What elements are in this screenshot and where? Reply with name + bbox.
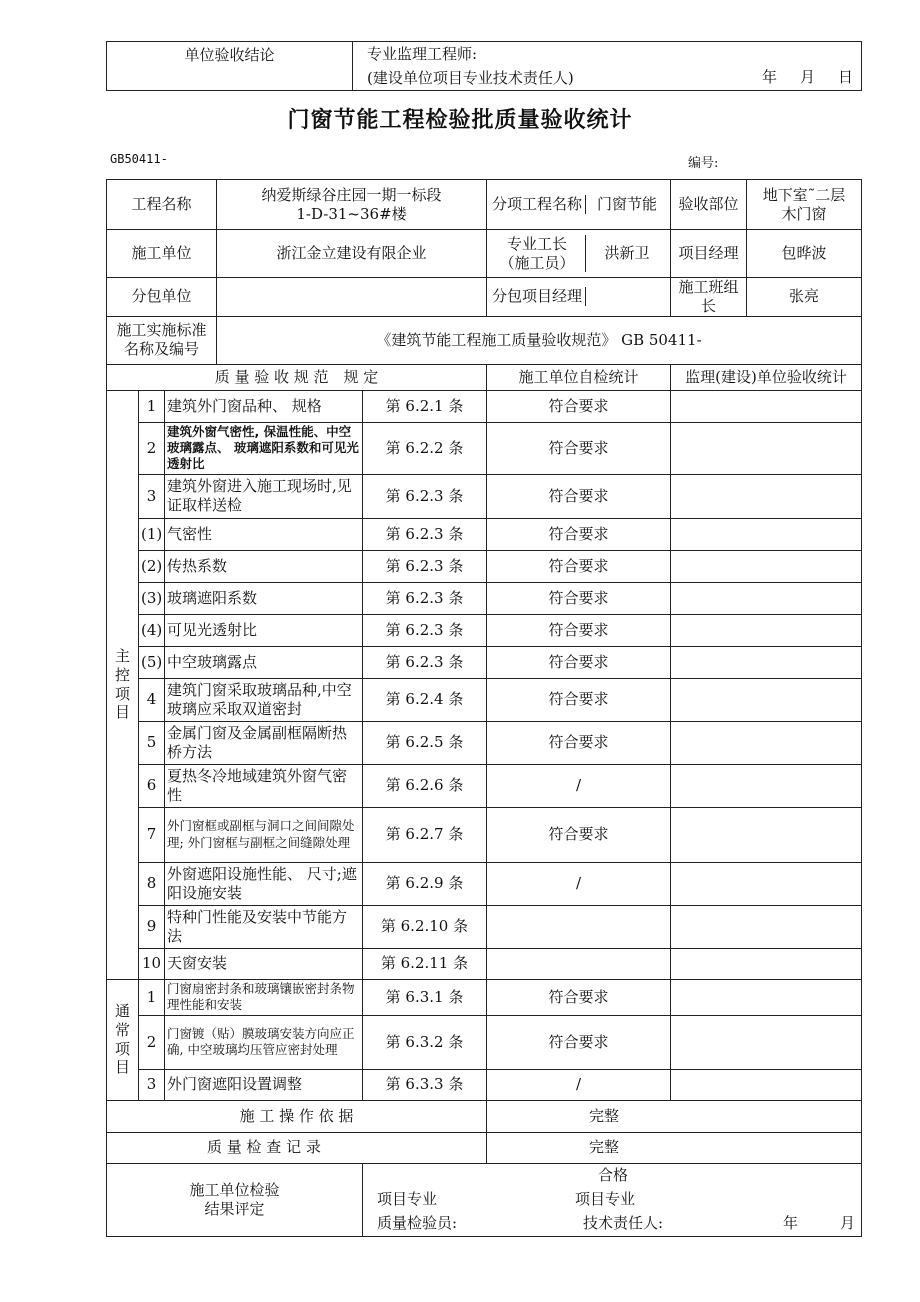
item-self-check-result: 符合要求	[487, 678, 671, 721]
pm-value: 包晔波	[747, 230, 862, 278]
main-group-label-char: 控	[114, 665, 130, 684]
item-clause: 第 6.2.9 条	[363, 862, 487, 905]
item-clause: 第 6.3.3 条	[363, 1069, 487, 1100]
item-self-check-result: 符合要求	[487, 614, 671, 646]
item-self-check-result: 符合要求	[487, 550, 671, 582]
item-number: 1	[139, 390, 165, 422]
item-description: 玻璃遮阳系数	[165, 582, 363, 614]
item-self-check-result: 符合要求	[487, 807, 671, 862]
item-self-check-result: 符合要求	[487, 646, 671, 678]
item-supervision-result	[671, 474, 862, 518]
builder-value: 浙江金立建设有限企业	[217, 230, 487, 278]
table-row	[107, 550, 862, 582]
inspector-line2: 质量检验员:	[377, 1213, 458, 1232]
quality-record-label: 质 量 检 查 记 录	[107, 1132, 487, 1163]
item-clause: 第 6.2.3 条	[363, 614, 487, 646]
item-description: 门窗扇密封条和玻璃镶嵌密封条物理性能和安装	[165, 979, 363, 1015]
table-row	[107, 646, 862, 678]
item-number: 3	[139, 1069, 165, 1100]
item-self-check-result: 符合要求	[487, 1015, 671, 1069]
construction-rep-label: (建设单位项目专业技术责任人)	[367, 68, 574, 87]
item-self-check-result: 符合要求	[487, 979, 671, 1015]
project-name-line1: 纳爱斯绿谷庄园一期一标段	[261, 185, 442, 204]
sub-pm-value	[585, 287, 668, 306]
tech-line2: 技术责任人:	[583, 1213, 664, 1232]
table-row	[107, 862, 862, 905]
general-group-label-char: 项	[114, 1039, 130, 1058]
number-label: 编号:	[688, 156, 719, 171]
item-number: 8	[139, 862, 165, 905]
item-number: (5)	[139, 646, 165, 678]
foreman-label	[489, 235, 585, 273]
item-number: 2	[139, 422, 165, 474]
item-clause: 第 6.2.7 条	[363, 807, 487, 862]
eval-date: 年 月	[783, 1213, 860, 1232]
project-name-value	[217, 180, 487, 230]
item-description: 建筑门窗采取玻璃品种,中空玻璃应采取双道密封	[165, 678, 363, 721]
acceptance-part-line2: 木门窗	[781, 204, 827, 223]
standard-label-line2: 名称及编号	[123, 340, 199, 358]
general-group-label	[107, 979, 139, 1100]
item-description: 门窗镀（贴）膜玻璃安装方向应正确, 中空玻璃均压管应密封处理	[165, 1015, 363, 1069]
standard-code-label: GB50411-	[110, 152, 168, 166]
team-leader-label: 施工班组长	[671, 278, 747, 317]
item-description: 建筑外窗气密性, 保温性能、中空玻璃露点、 玻璃遮阳系数和可见光透射比	[165, 422, 363, 474]
item-number: 3	[139, 474, 165, 518]
item-number: 1	[139, 979, 165, 1015]
table-row	[107, 518, 862, 550]
item-number: 6	[139, 764, 165, 807]
main-group-label	[107, 390, 139, 979]
item-supervision-result	[671, 905, 862, 948]
foreman-label-line2: （施工员）	[499, 253, 575, 272]
table-row	[107, 764, 862, 807]
item-self-check-result: /	[487, 764, 671, 807]
item-supervision-result	[671, 807, 862, 862]
team-leader-value: 张亮	[747, 278, 862, 317]
item-clause: 第 6.2.1 条	[363, 390, 487, 422]
supervisor-label: 专业监理工程师:	[353, 42, 862, 67]
item-description: 外门窗遮阳设置调整	[165, 1069, 363, 1100]
project-name-label: 工程名称	[107, 180, 217, 230]
subcontractor-value	[217, 278, 487, 317]
subcontractor-label: 分包单位	[107, 278, 217, 317]
page-title: 门窗节能工程检验批质量验收统计	[287, 108, 633, 133]
item-description: 外窗遮阳设施性能、 尺寸;遮阳设施安装	[165, 862, 363, 905]
item-number: (3)	[139, 582, 165, 614]
item-clause: 第 6.3.2 条	[363, 1015, 487, 1069]
item-clause: 第 6.2.5 条	[363, 721, 487, 764]
item-number: (1)	[139, 518, 165, 550]
item-number: 9	[139, 905, 165, 948]
sub-project-label: 分项工程名称	[492, 195, 583, 214]
item-supervision-result	[671, 678, 862, 721]
item-supervision-result	[671, 1015, 862, 1069]
item-supervision-result	[671, 862, 862, 905]
sub-project-value: 门窗节能	[585, 195, 668, 214]
builder-label: 施工单位	[107, 230, 217, 278]
acceptance-part-label: 验收部位	[671, 180, 747, 230]
item-description: 夏热冬冷地域建筑外窗气密性	[165, 764, 363, 807]
column-spec-header: 质 量 验 收 规 范 规 定	[107, 364, 487, 390]
foreman-value: 洪新卫	[585, 235, 668, 273]
item-supervision-result	[671, 1069, 862, 1100]
item-description: 中空玻璃露点	[165, 646, 363, 678]
item-supervision-result	[671, 550, 862, 582]
operation-basis-value: 完整	[487, 1100, 862, 1132]
standard-label-line1: 施工实施标准	[116, 321, 207, 340]
top-date-label: 年 月 日	[761, 68, 857, 86]
acceptance-part-line1: 地下室˜二层	[762, 185, 846, 204]
item-self-check-result: /	[487, 1069, 671, 1100]
main-group-label-char: 目	[114, 703, 130, 722]
item-supervision-result	[671, 948, 862, 979]
item-supervision-result	[671, 646, 862, 678]
item-number: 5	[139, 721, 165, 764]
eval-label	[107, 1163, 363, 1236]
item-number: 10	[139, 948, 165, 979]
item-number: 2	[139, 1015, 165, 1069]
item-self-check-result	[487, 948, 671, 979]
main-group-label-char: 项	[114, 684, 130, 703]
item-description: 天窗安装	[165, 948, 363, 979]
standard-label	[107, 316, 217, 364]
item-description: 气密性	[165, 518, 363, 550]
item-supervision-result	[671, 979, 862, 1015]
item-self-check-result	[487, 905, 671, 948]
item-number: (2)	[139, 550, 165, 582]
item-clause: 第 6.2.3 条	[363, 550, 487, 582]
column-supervision-header: 监理(建设)单位验收统计	[671, 364, 862, 390]
operation-basis-label: 施 工 操 作 依 据	[107, 1100, 487, 1132]
item-supervision-result	[671, 764, 862, 807]
item-description: 金属门窗及金属副框隔断热桥方法	[165, 721, 363, 764]
table-row	[107, 1015, 862, 1069]
item-self-check-result: /	[487, 862, 671, 905]
construction-rep-cell	[353, 66, 862, 91]
item-clause: 第 6.2.2 条	[363, 422, 487, 474]
item-number: 4	[139, 678, 165, 721]
eval-result: 合格	[598, 1165, 629, 1184]
item-self-check-result: 符合要求	[487, 474, 671, 518]
sub-project-cell	[487, 180, 671, 230]
item-self-check-result: 符合要求	[487, 582, 671, 614]
item-description: 可见光透射比	[165, 614, 363, 646]
tech-line1: 项目专业	[575, 1189, 636, 1208]
item-description: 传热系数	[165, 550, 363, 582]
general-group-label-char: 目	[114, 1058, 130, 1077]
item-clause: 第 6.2.3 条	[363, 646, 487, 678]
column-self-check-header: 施工单位自检统计	[487, 364, 671, 390]
item-clause: 第 6.2.10 条	[363, 905, 487, 948]
item-supervision-result	[671, 582, 862, 614]
table-row	[107, 979, 862, 1015]
foreman-label-line1: 专业工长	[507, 234, 568, 253]
table-row	[107, 807, 862, 862]
item-self-check-result: 符合要求	[487, 518, 671, 550]
table-row	[107, 948, 862, 979]
item-clause: 第 6.2.3 条	[363, 474, 487, 518]
table-row	[107, 582, 862, 614]
item-supervision-result	[671, 390, 862, 422]
table-row	[107, 390, 862, 422]
sub-pm-cell	[487, 278, 671, 317]
item-clause: 第 6.2.3 条	[363, 518, 487, 550]
eval-label-line1: 施工单位检验	[189, 1180, 280, 1199]
pm-label: 项目经理	[671, 230, 747, 278]
table-row	[107, 422, 862, 474]
table-row	[107, 721, 862, 764]
sub-pm-label: 分包项目经理	[492, 287, 583, 306]
table-row	[107, 614, 862, 646]
item-clause: 第 6.2.4 条	[363, 678, 487, 721]
standard-value: 《建筑节能工程施工质量验收规范》 GB 50411-	[217, 316, 862, 364]
table-row	[107, 1069, 862, 1100]
item-description: 特种门性能及安装中节能方法	[165, 905, 363, 948]
foreman-cell	[487, 230, 671, 278]
unit-conclusion-label: 单位验收结论	[107, 42, 353, 91]
inspector-line1: 项目专业	[377, 1189, 438, 1208]
item-description: 外门窗框或副框与洞口之间间隙处理; 外门窗框与副框之间缝隙处理	[165, 807, 363, 862]
eval-signature-cell	[363, 1163, 862, 1236]
item-number: (4)	[139, 614, 165, 646]
item-clause: 第 6.2.6 条	[363, 764, 487, 807]
acceptance-part-value	[747, 180, 862, 230]
unit-conclusion-table	[106, 41, 862, 91]
item-self-check-result: 符合要求	[487, 422, 671, 474]
item-supervision-result	[671, 518, 862, 550]
table-row	[107, 474, 862, 518]
item-clause: 第 6.2.11 条	[363, 948, 487, 979]
item-clause: 第 6.2.3 条	[363, 582, 487, 614]
item-supervision-result	[671, 614, 862, 646]
item-description: 建筑外门窗品种、 规格	[165, 390, 363, 422]
item-supervision-result	[671, 721, 862, 764]
main-group-label-char: 主	[114, 647, 130, 665]
inspection-table	[106, 179, 862, 1237]
item-self-check-result: 符合要求	[487, 721, 671, 764]
general-group-label-char: 通	[114, 1002, 130, 1020]
eval-label-line2: 结果评定	[204, 1199, 265, 1218]
item-supervision-result	[671, 422, 862, 474]
item-clause: 第 6.3.1 条	[363, 979, 487, 1015]
item-description: 建筑外窗进入施工现场时,见证取样送检	[165, 474, 363, 518]
general-group-label-char: 常	[114, 1020, 130, 1039]
table-row	[107, 905, 862, 948]
table-row	[107, 678, 862, 721]
project-name-line2: 1-D-31~36#楼	[296, 204, 407, 223]
item-number: 7	[139, 807, 165, 862]
quality-record-value: 完整	[487, 1132, 862, 1163]
item-self-check-result: 符合要求	[487, 390, 671, 422]
